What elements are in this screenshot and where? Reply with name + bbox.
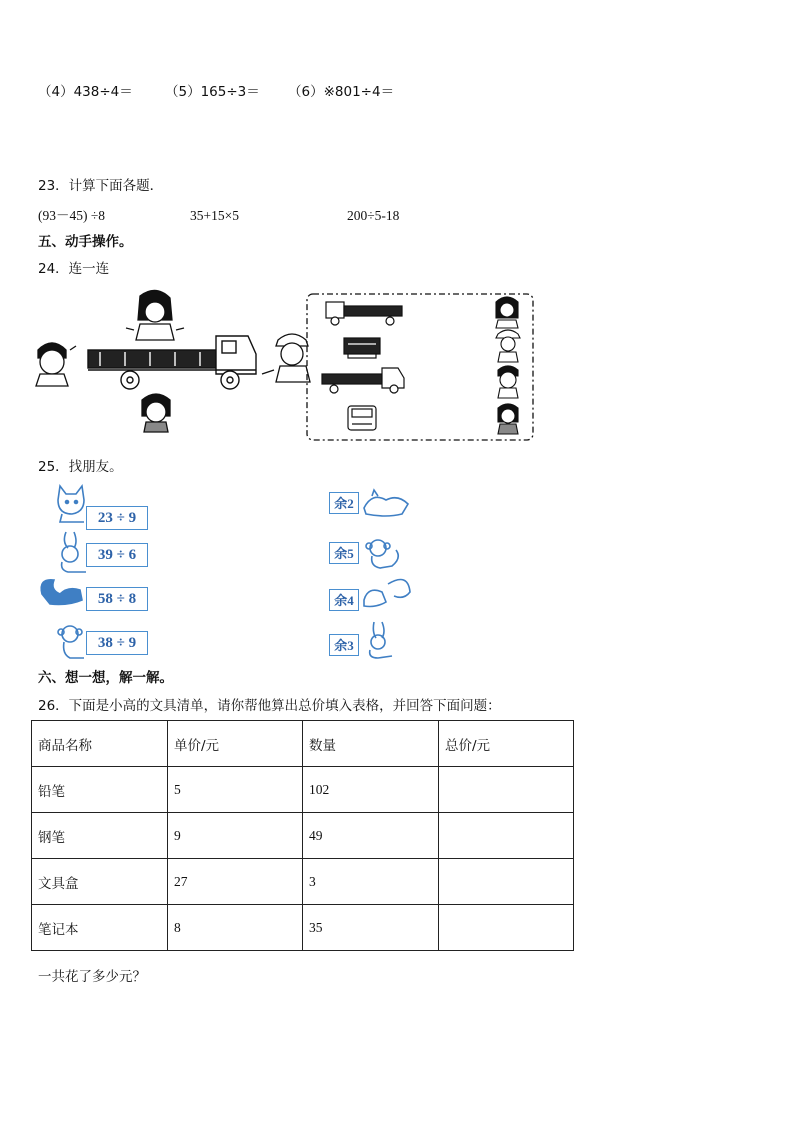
monkey-right-icon xyxy=(366,540,398,568)
rabbit-right-icon xyxy=(370,622,392,658)
monkey-icon xyxy=(58,626,84,658)
q26-title: 26．下面是小高的文具清单，请你帮他算出总价填入表格，并回答下面问题： xyxy=(38,698,501,714)
q24-illustration xyxy=(30,288,550,448)
truck-front-icon xyxy=(348,406,376,430)
header-cell: 数量 xyxy=(303,721,439,767)
boy-cap-small-icon xyxy=(496,330,520,362)
squirrel-right-icon xyxy=(364,580,410,607)
quantity-cell: 49 xyxy=(303,813,439,859)
division-card-2[interactable]: 39 ÷ 6 xyxy=(86,543,148,567)
problem-6: （6）※801÷4＝ xyxy=(288,84,395,100)
remainder-card-1[interactable]: 余2 xyxy=(329,492,359,514)
item-name-cell: 文具盒 xyxy=(32,859,168,905)
q23-title: 23．计算下面各题． xyxy=(38,178,164,194)
item-name-cell: 铅笔 xyxy=(32,767,168,813)
header-cell: 单价/元 xyxy=(168,721,303,767)
unit-price-cell: 9 xyxy=(168,813,303,859)
section-6-title: 六、想一想，解一解。 xyxy=(38,670,173,686)
item-name-cell: 钢笔 xyxy=(32,813,168,859)
truck-side-small-icon xyxy=(326,302,402,325)
cat-icon xyxy=(58,486,84,522)
truck-side-icon xyxy=(88,336,256,389)
division-card-1[interactable]: 23 ÷ 9 xyxy=(86,506,148,530)
boy-cap-right-icon xyxy=(262,334,310,382)
right-animals xyxy=(358,484,418,664)
cat-lying-icon xyxy=(364,490,408,516)
table-row xyxy=(32,905,574,951)
q26-question: 一共花了多少元？ xyxy=(38,969,146,985)
header-cell: 总价/元 xyxy=(439,721,574,767)
item-name-cell: 笔记本 xyxy=(32,905,168,951)
unit-price-cell: 27 xyxy=(168,859,303,905)
truck-rear-icon xyxy=(344,338,380,358)
quantity-cell: 102 xyxy=(303,767,439,813)
total-price-cell[interactable] xyxy=(439,767,574,813)
unit-price-cell: 8 xyxy=(168,905,303,951)
division-card-3[interactable]: 58 ÷ 8 xyxy=(86,587,148,611)
problem-5: （5）165÷3＝ xyxy=(165,84,260,100)
header-cell: 商品名称 xyxy=(32,721,168,767)
division-card-4[interactable]: 38 ÷ 9 xyxy=(86,631,148,655)
unit-price-cell: 5 xyxy=(168,767,303,813)
quantity-cell: 35 xyxy=(303,905,439,951)
q23-expr-2: 35+15×5 xyxy=(190,208,239,223)
q23-expr-1: (93－45) ÷8 xyxy=(38,208,106,223)
remainder-card-4[interactable]: 余3 xyxy=(329,634,359,656)
total-price-cell[interactable] xyxy=(439,813,574,859)
girl-small-icon xyxy=(496,297,518,328)
table-row xyxy=(32,813,574,859)
problem-4: （4）438÷4＝ xyxy=(38,84,133,100)
q25-title: 25．找朋友。 xyxy=(38,459,123,475)
total-price-cell[interactable] xyxy=(439,859,574,905)
boy-left-icon xyxy=(36,343,76,386)
squirrel-icon xyxy=(41,580,82,605)
girl-small-bottom-icon xyxy=(498,404,518,434)
boy-small-icon xyxy=(498,366,518,398)
q24-title: 24．连一连 xyxy=(38,261,110,277)
table-row xyxy=(32,767,574,813)
section-5-title: 五、动手操作。 xyxy=(38,234,133,250)
q23-expr-3: 200÷5-18 xyxy=(347,208,400,223)
table-row xyxy=(32,859,574,905)
table-header-row xyxy=(32,721,574,767)
quantity-cell: 3 xyxy=(303,859,439,905)
girl-top-icon xyxy=(126,290,184,340)
truck-side-cab-right-icon xyxy=(322,368,404,393)
rabbit-icon xyxy=(62,532,86,572)
stationery-table xyxy=(31,720,574,951)
remainder-card-2[interactable]: 余5 xyxy=(329,542,359,564)
remainder-card-3[interactable]: 余4 xyxy=(329,589,359,611)
girl-bottom-icon xyxy=(142,394,170,432)
total-price-cell[interactable] xyxy=(439,905,574,951)
